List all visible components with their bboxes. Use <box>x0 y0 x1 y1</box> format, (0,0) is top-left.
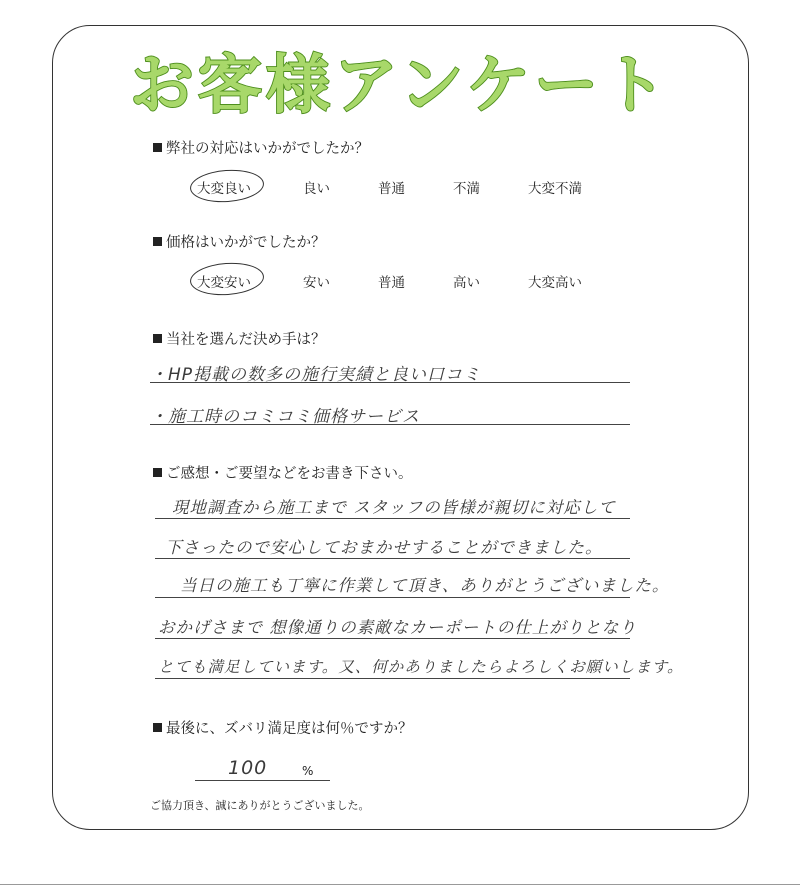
q1-option-1[interactable]: 大変良い <box>197 181 251 197</box>
comment-line-1: 現地調査から施工まで スタッフの皆様が親切に対応して <box>172 498 616 517</box>
question-comments: ご感想・ご要望などをお書き下さい。 <box>153 462 413 483</box>
square-bullet-icon <box>153 143 162 152</box>
comment-rule <box>155 518 630 519</box>
comment-rule <box>155 558 630 559</box>
question-service: 弊社の対応はいかがでしたか？ <box>153 137 369 158</box>
reason-answer-2: ・施工時のコミコミ価格サービス <box>150 407 420 427</box>
satisfaction-value: 100 <box>228 757 268 779</box>
answer-line <box>150 424 630 425</box>
comment-line-4: おかげさまで 想像通りの素敵なカーポートの仕上がりとなり <box>158 618 637 637</box>
question-reason: 当社を選んだ決め手は？ <box>153 328 326 349</box>
q2-option-4[interactable]: 高い <box>453 275 480 291</box>
q1-option-2[interactable]: 良い <box>303 181 330 197</box>
comment-rule <box>155 678 630 679</box>
thank-you-note: ご協力頂き、誠にありがとうございました。 <box>150 799 370 812</box>
survey-title: お客様アンケート <box>129 49 671 123</box>
square-bullet-icon <box>153 334 162 343</box>
square-bullet-icon <box>153 468 162 477</box>
percent-unit: % <box>302 764 314 778</box>
scan-edge-line <box>0 884 800 885</box>
question-price: 価格はいかがでしたか？ <box>153 231 326 252</box>
q2-option-2[interactable]: 安い <box>303 275 330 291</box>
satisfaction-line <box>195 780 330 781</box>
answer-line <box>150 382 630 383</box>
square-bullet-icon <box>153 237 162 246</box>
comment-rule <box>155 638 630 639</box>
question-satisfaction: 最後に、ズバリ満足度は何％ですか？ <box>153 717 413 738</box>
comment-line-2: 下さったので安心しておまかせすることができました。 <box>165 538 603 557</box>
comment-line-5: とても満足しています。又、何かありましたらよろしくお願いします。 <box>158 658 684 676</box>
q2-option-1[interactable]: 大変安い <box>197 275 251 291</box>
q1-option-4[interactable]: 不満 <box>453 181 480 197</box>
reason-answer-1: ・HP掲載の数多の施行実績と良い口コミ <box>150 365 482 385</box>
q1-option-5[interactable]: 大変不満 <box>528 181 582 197</box>
comment-line-3: 当日の施工も丁寧に作業して頂き、ありがとうございました。 <box>180 576 670 595</box>
square-bullet-icon <box>153 723 162 732</box>
q2-option-3[interactable]: 普通 <box>378 275 405 291</box>
comment-rule <box>155 597 630 598</box>
q1-option-3[interactable]: 普通 <box>378 181 405 197</box>
q2-option-5[interactable]: 大変高い <box>528 275 582 291</box>
